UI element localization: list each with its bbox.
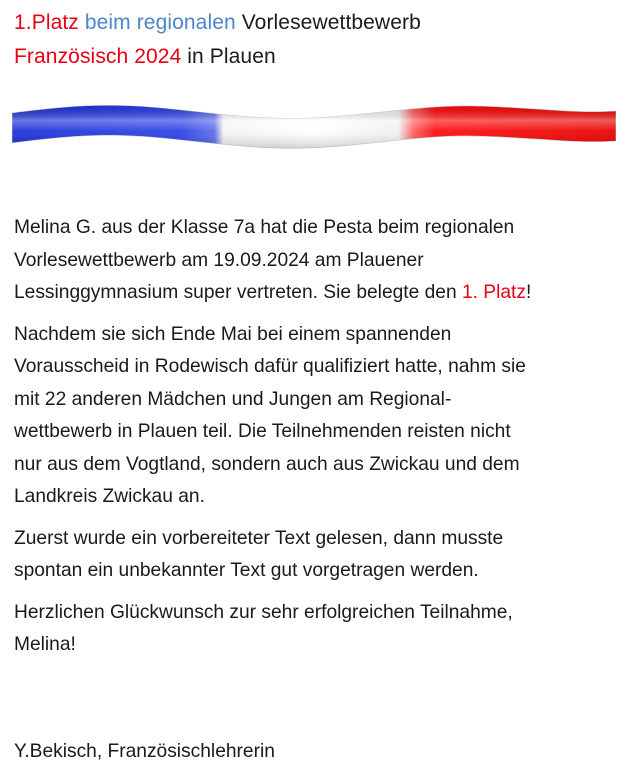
text-line: mit 22 anderen Mädchen und Jungen am Regional- bbox=[14, 388, 452, 410]
headline-contest: Vorlesewettbewerb bbox=[241, 11, 421, 34]
text-line-start: Lessinggymnasium super vertreten. Sie belegte den bbox=[14, 282, 462, 303]
text-line: wettbewerb in Plauen teil. Die Teilnehmenden reisten nicht bbox=[14, 421, 511, 442]
text-line: nur aus dem Vogtland, sondern auch aus Zwickau und dem bbox=[14, 453, 520, 475]
text-line: Herzlichen Glückwunsch zur sehr erfolgreichen Teilnahme, bbox=[14, 601, 513, 623]
result-highlight: 1. Platz bbox=[461, 282, 526, 303]
headline-regional: beim regionalen bbox=[84, 11, 236, 34]
french-flag-ribbon-icon bbox=[12, 100, 616, 150]
text-line: Vorausscheid in Rodewisch dafür qualifiziert hatte, nahm sie bbox=[14, 356, 526, 377]
signature: Y.Bekisch, Französischlehrerin bbox=[14, 741, 275, 762]
headline bbox=[14, 6, 614, 74]
headline-location: in Plauen bbox=[187, 45, 276, 68]
text-line: Nachdem sie sich Ende Mai bei einem spannenden bbox=[14, 323, 452, 345]
headline-line-2 bbox=[14, 40, 614, 74]
text-line: Melina G. aus der Klasse 7a hat die Pesta beim regionalen bbox=[14, 217, 515, 238]
text-line: spontan ein unbekannter Text gut vorgetragen werden. bbox=[14, 560, 479, 581]
headline-place: 1.Platz bbox=[14, 11, 79, 34]
text-line: Vorlesewettbewerb am 19.09.2024 am Plauener bbox=[14, 249, 424, 271]
text-line bbox=[14, 277, 614, 310]
paragraph-result bbox=[14, 212, 614, 310]
paragraph-qualification bbox=[14, 319, 614, 514]
text-line: Melina! bbox=[14, 634, 76, 655]
text-line: Zuerst wurde ein vorbereiteter Text gelesen, dann musste bbox=[14, 527, 504, 549]
paragraph-procedure bbox=[14, 523, 614, 588]
paragraph-congratulations bbox=[14, 597, 614, 662]
text-line-end: ! bbox=[525, 282, 532, 303]
headline-language-year: Französisch 2024 bbox=[14, 45, 182, 68]
text-line: Landkreis Zwickau an. bbox=[14, 486, 205, 507]
headline-line-1 bbox=[14, 6, 614, 40]
article-body bbox=[14, 212, 614, 671]
